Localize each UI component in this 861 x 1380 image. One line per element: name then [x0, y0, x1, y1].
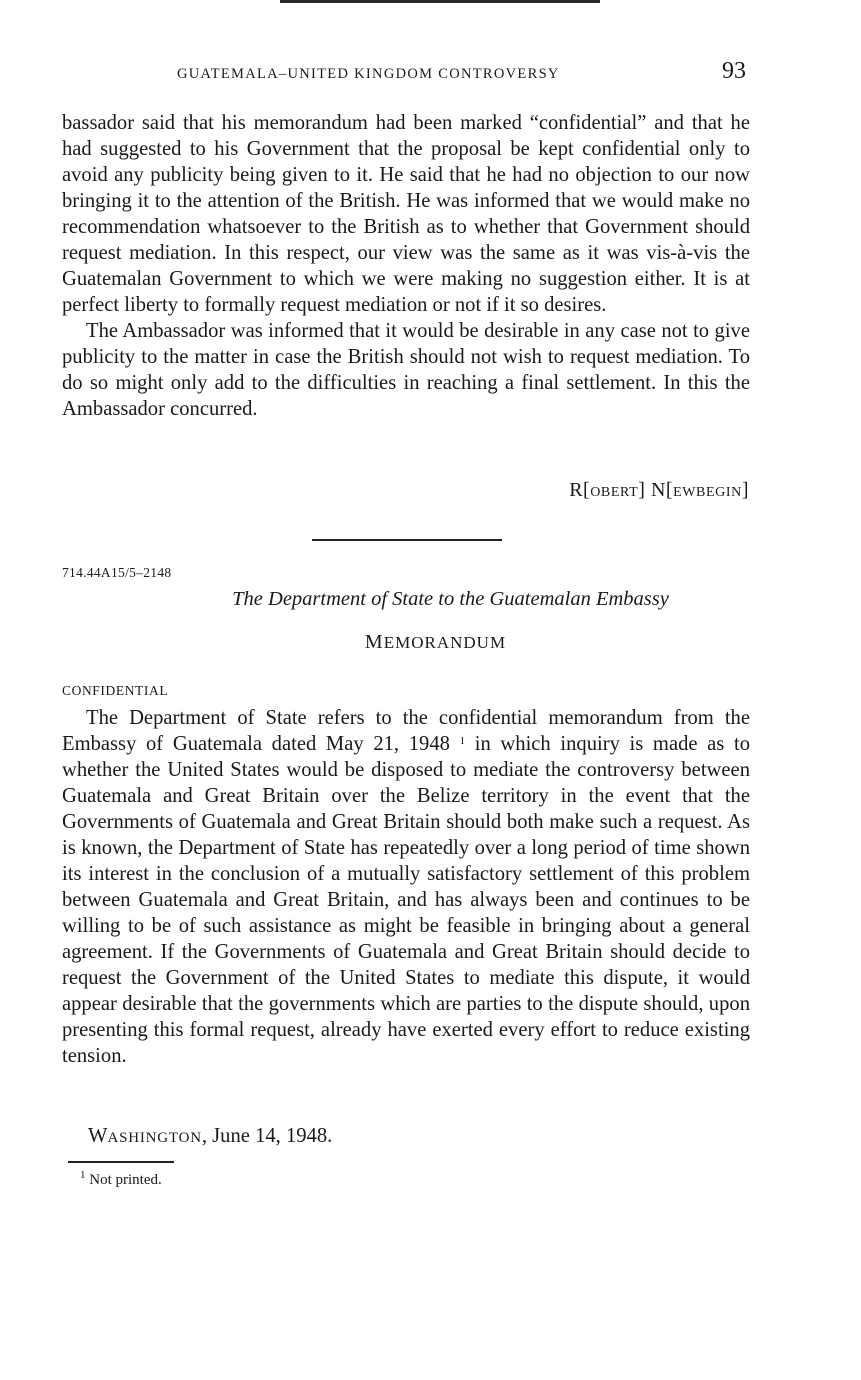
- continuation-paragraph: bassador said that his memorandum had been marked “confidential” and that he had suggested to his Government that the proposal be kept confidential only to avoid any publicity being given to it. He said that he had no objection to our now bringing it to the attention of the British. He was informed that we would make no recommendation whatsoever to the British as to whether that Government should request mediation. In this respect, our view was the same as it was vis-à-vis the Guatemalan Government to which we were making no suggestion either. It is at perfect liberty to formally request mediation or not if it so desires.: [62, 112, 750, 316]
- top-edge-rule: [280, 0, 600, 3]
- ambassador-paragraph: The Ambassador was informed that it would be desirable in any case not to give publicity to the matter in case the British should not wish to request mediation. To do so might only add to the difficulties in reaching a final settlement. In this the Ambassador concurred.: [62, 320, 750, 420]
- continuation-text: [62, 110, 750, 422]
- dateline-place-initial: W: [88, 1125, 108, 1147]
- footnote-rule: [68, 1161, 174, 1163]
- footnote: [80, 1169, 162, 1189]
- document-type-rest: EMORANDUM: [383, 633, 507, 652]
- memorandum-text-before-note: The Department of State refers to the confidential memorandum from the Embassy of Guatemala dated May 21, 1948: [62, 707, 750, 755]
- memorandum-paragraph: [62, 705, 750, 1069]
- running-title: GUATEMALA–UNITED KINGDOM CONTROVERSY: [177, 66, 560, 82]
- file-number: 714.44A15/5–2148: [62, 565, 172, 580]
- document-type-initial: M: [364, 631, 384, 653]
- classification-label: CONFIDENTIAL: [62, 683, 169, 698]
- document-type: [0, 631, 861, 654]
- signature-last-initial: N: [650, 479, 666, 501]
- memorandum-body: [62, 705, 750, 1069]
- memorandum-text-after-note: in which inquiry is made as to whether the United States would be disposed to mediate the controversy between Guatemala and Great Britain over the Belize territory in the event that the Governments of Guatemala and Great Britain should both make such a request. As is known, the Department of State has repeatedly over a long period of time shown its interest in the conclusion of a mutually satisfactory settlement of this problem between Guatemala and Great Britain, and has always been and continues to be willing to be of such assistance as might be feasible in bringing about a general agreement. If the Governments of Guatemala and Great Britain should decide to request the Government of the United States to mediate this dispute, it would appear desirable that the governments which are parties to the dispute should, upon presenting this formal request, already have exerted every effort to reduce existing tension.: [62, 733, 750, 1067]
- signature-first-rest: OBERT: [590, 485, 639, 500]
- document-title: The Department of State to the Guatemalan Embassy: [232, 588, 669, 610]
- signature: R[OBERT] N[EWBEGIN]: [569, 479, 749, 501]
- footnote-reference: 1: [459, 735, 466, 747]
- running-head: [62, 60, 750, 92]
- dateline-date: , June 14, 1948.: [201, 1125, 333, 1147]
- footnote-marker: 1: [80, 1169, 86, 1181]
- dateline: [88, 1125, 332, 1148]
- signature-first-initial: R: [569, 479, 584, 501]
- footnote-text: Not printed.: [89, 1172, 162, 1188]
- section-divider: [312, 539, 502, 541]
- signature-last-rest: EWBEGIN: [673, 485, 742, 500]
- page-number: 93: [722, 58, 746, 84]
- dateline-place-rest: ASHINGTON: [107, 1130, 202, 1146]
